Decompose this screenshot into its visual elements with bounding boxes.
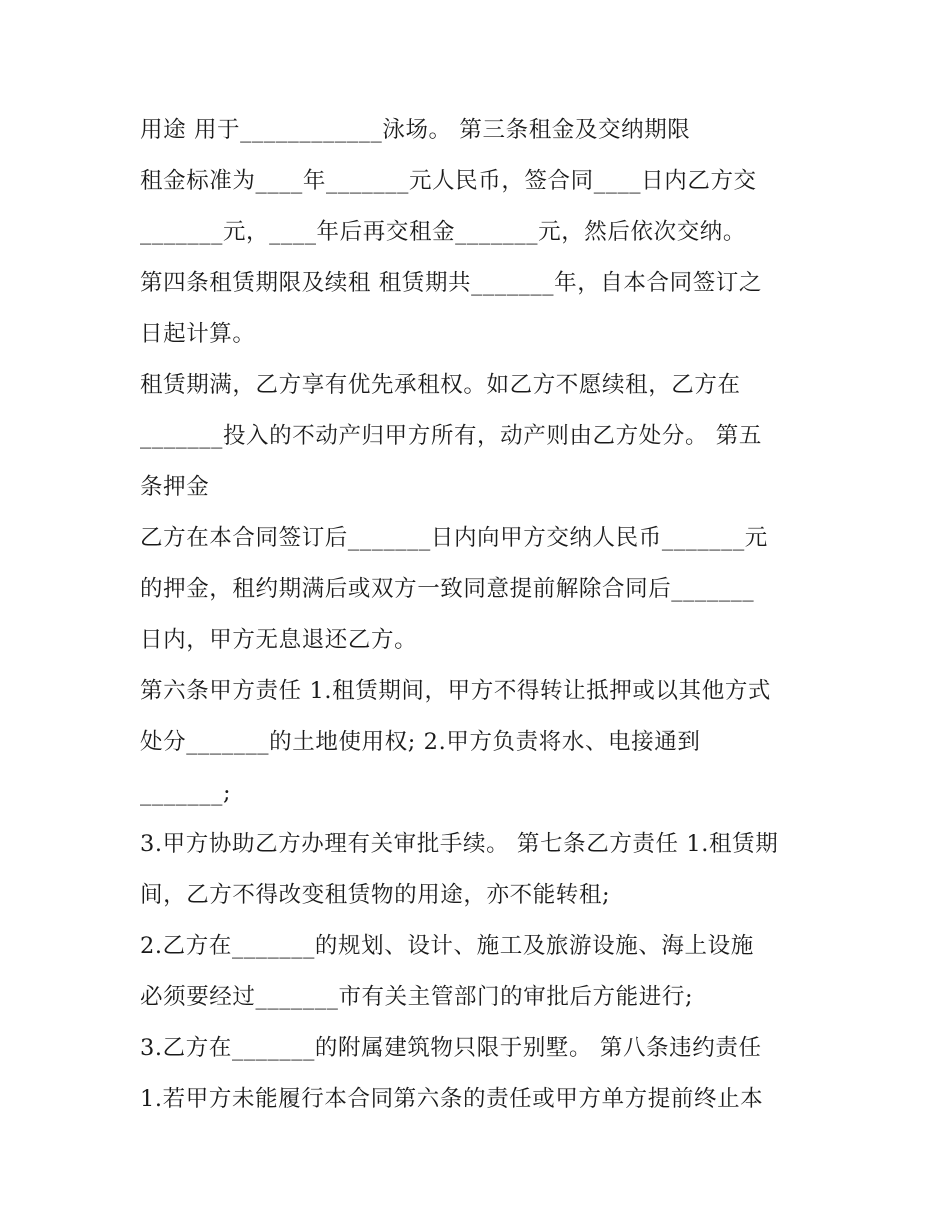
text-line: 间，乙方不得改变租赁物的用途，亦不能转租; — [140, 882, 611, 908]
text-line: 租金标准为____年_______元人民币，签合同____日内乙方交 — [140, 168, 757, 194]
text-line: 的押金，租约期满后或双方一致同意提前解除合同后_______ — [140, 576, 755, 602]
text-line: 处分_______的土地使用权; 2.甲方负责将水、电接通到 — [140, 729, 701, 755]
text-line: 第四条租赁期限及续租 租赁期共_______年，自本合同签订之 — [140, 270, 763, 296]
text-line: 2.乙方在_______的规划、设计、施工及旅游设施、海上设施 — [140, 933, 754, 959]
text-line: 3.甲方协助乙方办理有关审批手续。 第七条乙方责任 1.租赁期 — [140, 831, 779, 857]
text-line: 日内，甲方无息退还乙方。 — [140, 627, 418, 653]
text-line: 3.乙方在_______的附属建筑物只限于别墅。 第八条违约责任 — [140, 1035, 762, 1061]
text-line: 第六条甲方责任 1.租赁期间，甲方不得转让抵押或以其他方式 — [140, 678, 772, 704]
text-line: _______投入的不动产归甲方所有，动产则由乙方处分。 第五 — [140, 423, 763, 449]
document-body — [140, 105, 820, 1125]
text-line: 日起计算。 — [140, 321, 256, 347]
text-line: 用途 用于____________泳场。 第三条租金及交纳期限 — [140, 117, 691, 143]
text-line: 1.若甲方未能履行本合同第六条的责任或甲方单方提前终止本 — [140, 1086, 764, 1112]
text-line: 条押金 — [140, 474, 210, 500]
text-line: 必须要经过_______市有关主管部门的审批后方能进行; — [140, 984, 694, 1010]
text-line: _______; — [140, 780, 232, 806]
text-line: 租赁期满，乙方享有优先承租权。如乙方不愿续租，乙方在 — [140, 372, 741, 398]
text-line: _______元，____年后再交租金_______元，然后依次交纳。 — [140, 219, 747, 245]
text-line: 乙方在本合同签订后_______日内向甲方交纳人民币_______元 — [140, 525, 768, 551]
